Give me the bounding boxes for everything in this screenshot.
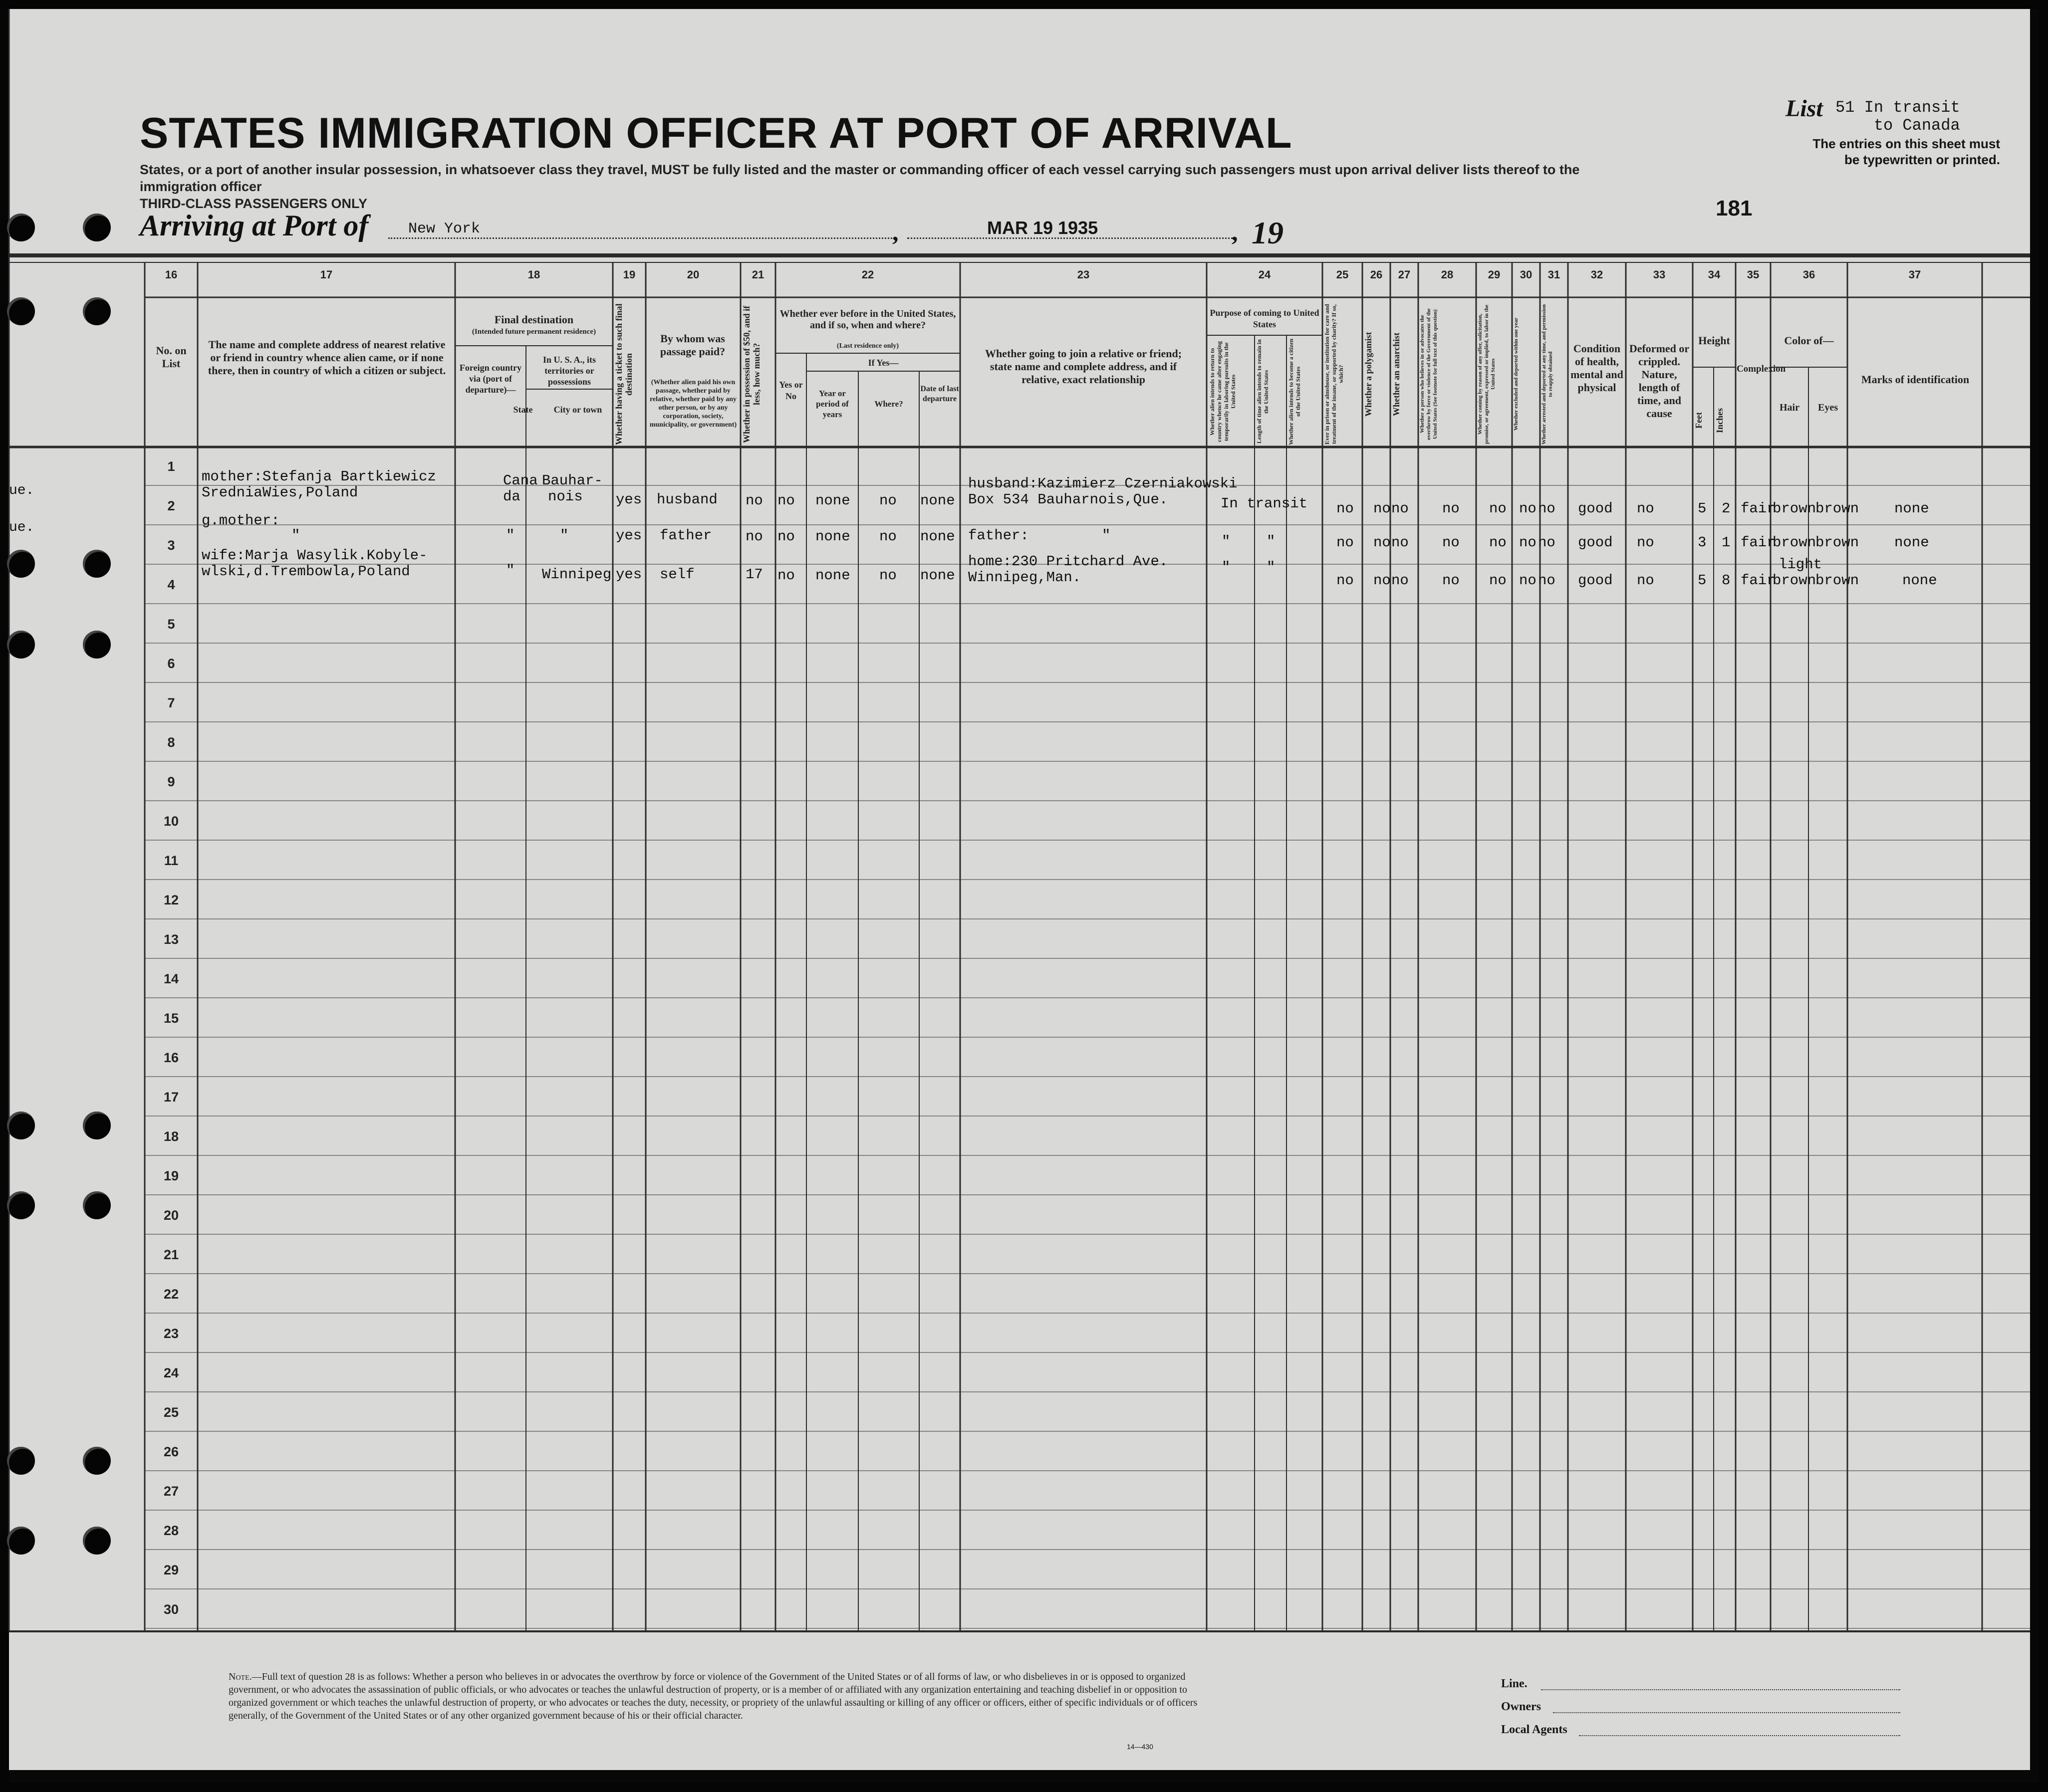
row-number: 21 [163, 1247, 179, 1262]
header-eyes: Eyes [1818, 402, 1838, 413]
header-question-28: Whether a person who believes in or advocates the overthrow by force or violence of the Government of the United States (See footnote for full text of this question) [1419, 308, 1438, 440]
r3-complexion: fair [1741, 572, 1776, 589]
row-number: 28 [163, 1523, 179, 1538]
header-foreign-country: Foreign country via (port of departure)— [459, 363, 522, 395]
ledger-grid [9, 9, 2039, 1670]
header-year-period: Year or period of years [816, 389, 849, 419]
col-number-30: 30 [1520, 268, 1533, 281]
row-number: 16 [163, 1050, 179, 1065]
r2-q30: no [1519, 534, 1536, 551]
r2-departure: none [920, 528, 955, 545]
r2-marks: none [1894, 534, 1929, 551]
col-number-20: 20 [687, 268, 700, 281]
r1-money: no [746, 492, 763, 509]
col-number-37: 37 [1908, 268, 1921, 281]
punch-hole [7, 550, 35, 578]
separator-comma: , [892, 218, 899, 246]
row-number: 13 [163, 932, 179, 947]
col-number-36: 36 [1802, 268, 1815, 281]
r2-purpose-a: " [1222, 533, 1231, 550]
col-number-21: 21 [752, 268, 765, 281]
row-number: 17 [163, 1090, 179, 1105]
header-last-residence: (Last residence only) [836, 342, 899, 350]
r3-q30: no [1519, 572, 1536, 589]
col-number-18: 18 [527, 268, 540, 281]
header-complexion: Complexion [1737, 364, 1786, 374]
col-number-16: 16 [165, 268, 178, 281]
col-number-26: 26 [1370, 268, 1383, 281]
header-yes-no: Yes or No [779, 380, 803, 401]
list-label: List [1786, 95, 1823, 122]
r2-q29: no [1489, 534, 1507, 551]
r1-eyes: brown [1815, 500, 1859, 517]
r2-year: none [815, 528, 850, 545]
punch-hole [7, 1112, 35, 1139]
header-question-29: Whether coming by reason of any offer, solicitation, promise, or agreement, expressed or implied, to labor in the United States [1477, 304, 1496, 444]
row-number: 26 [163, 1444, 179, 1459]
r3-ticket: yes [616, 566, 642, 583]
header-ticket: Whether having a ticket to such final destination [614, 303, 634, 445]
entries-notice-line-2: be typewritten or printed. [1844, 152, 2000, 167]
r2-relative: g.mother: [202, 512, 280, 529]
header-paid-by: By whom was passage paid? [660, 332, 726, 358]
header-anarchist: Whether an anarchist [1391, 332, 1401, 416]
header-date-departure: Date of last departure [920, 385, 959, 403]
list-number-typed: 51 In transit to Canada [1835, 98, 1960, 135]
punch-hole [7, 1447, 35, 1475]
r1-q28: no [1442, 500, 1460, 517]
header-prison: Ever in prison or almshouse, or institution for care and treatment of the insane, or supported by charity? If so, which? [1323, 304, 1344, 445]
row-number: 20 [163, 1208, 179, 1223]
header-nearest-relative: The name and complete address of nearest relative or friend in country whence alien came, or if none there, then in country of which a citizen or subject. [208, 338, 446, 377]
row-number: 29 [163, 1563, 179, 1577]
r2-feet: 3 [1698, 534, 1707, 551]
row-number: 8 [167, 735, 175, 750]
r1-deformed: no [1637, 500, 1654, 517]
col-number-27: 27 [1398, 268, 1411, 281]
header-inches: Inches [1715, 408, 1725, 434]
question-28-footnote [229, 1670, 1207, 1722]
r2-q31: no [1538, 534, 1555, 551]
row-number: 25 [163, 1405, 179, 1420]
local-agents-label: Local Agents [1501, 1723, 1567, 1736]
header-purpose: Purpose of coming to United States [1210, 308, 1319, 329]
r3-money: 17 [746, 566, 763, 583]
row-number: 24 [163, 1365, 179, 1380]
punch-hole [7, 297, 35, 325]
punch-hole [83, 550, 111, 578]
r3-departure: none [920, 567, 955, 584]
header-purpose-citizen: Whether alien intends to become a citizen of the United States [1287, 338, 1301, 445]
col-number-34: 34 [1708, 268, 1721, 281]
line-fill-line [1541, 1689, 1900, 1690]
r3-paid-by: self [660, 566, 695, 583]
row-number: 3 [167, 538, 175, 553]
row-number: 30 [163, 1602, 179, 1617]
header-purpose-return: Whether alien intends to return to country whence he came after engaging temporarily in laboring pursuits in the United States [1209, 341, 1237, 443]
r3-relative-line2: wlski,d.Trembowla,Poland [202, 563, 410, 580]
col-number-24: 24 [1258, 268, 1271, 281]
punch-hole [83, 214, 111, 241]
r2-city: " [560, 527, 569, 544]
header-fifty-dollars: Whether in possession of $50, and if less, how much? [742, 305, 762, 443]
r2-eyes: brown [1815, 534, 1859, 551]
r3-state: " [506, 562, 515, 579]
header-deformed: Deformed or crippled. Nature, length of time, and cause [1629, 342, 1690, 420]
subtitle-line-2: THIRD-CLASS PASSENGERS ONLY [140, 196, 368, 211]
col-number-23: 23 [1077, 268, 1090, 281]
r1-city-line1: Bauhar- [542, 472, 603, 489]
row-number: 7 [167, 695, 175, 710]
col-number-35: 35 [1747, 268, 1760, 281]
r3-relative-line1: wife:Marja Wasylik.Kobyle- [202, 547, 428, 564]
r3-city: Winnipeg [542, 566, 612, 583]
punch-hole [7, 1527, 35, 1555]
row-number: 12 [163, 893, 179, 907]
row-number: 27 [163, 1484, 179, 1499]
col-number-31: 31 [1547, 268, 1560, 281]
header-if-yes: If Yes— [868, 358, 899, 368]
punch-hole [83, 1191, 111, 1219]
header-feet: Feet [1694, 412, 1704, 429]
r1-hair: brown [1773, 500, 1816, 517]
row-number: 2 [167, 498, 175, 513]
header-in-usa: In U. S. A., its territories or possessions [542, 355, 596, 387]
r2-prison: no [1336, 534, 1354, 551]
margin-fragment: ue. [9, 520, 34, 535]
r3-join-line1: home:230 Pritchard Ave. [968, 553, 1168, 570]
punch-hole [7, 214, 35, 241]
r3-polygamist: no [1373, 572, 1391, 589]
r1-before: no [777, 492, 795, 509]
r1-complexion: fair [1741, 500, 1776, 517]
r3-q31: no [1538, 572, 1555, 589]
header-ever-before: Whether ever before in the United States, and if so, when and where? [779, 308, 956, 331]
r1-inches: 2 [1722, 500, 1731, 517]
r1-marks: none [1894, 500, 1929, 517]
r2-join: father: [968, 527, 1029, 544]
r2-money: no [746, 528, 763, 545]
r3-marks: none [1902, 572, 1937, 589]
punch-hole [83, 1112, 111, 1139]
row-number: 11 [164, 853, 179, 868]
r2-q28: no [1442, 534, 1460, 551]
r1-state-line1: Cana [503, 472, 538, 489]
row-number: 4 [167, 577, 175, 592]
r2-anarchist: no [1391, 534, 1409, 551]
r2-before: no [777, 528, 795, 545]
punch-hole [83, 1447, 111, 1475]
r3-hair-line2: brown [1773, 572, 1816, 589]
punch-hole [83, 631, 111, 659]
r1-feet: 5 [1698, 500, 1707, 517]
r3-join-line2: Winnipeg,Man. [968, 569, 1081, 586]
col-number-28: 28 [1441, 268, 1454, 281]
row-number: 22 [163, 1287, 179, 1302]
r2-inches: 1 [1722, 534, 1731, 551]
r2-state: " [506, 527, 515, 544]
r2-paid-by: father [660, 527, 712, 544]
row-number: 19 [163, 1168, 179, 1183]
separator-comma: , [1232, 218, 1238, 246]
r1-ticket: yes [616, 491, 642, 508]
header-final-destination-sub: (Intended future permanent residence) [472, 328, 596, 336]
r1-health: good [1578, 500, 1613, 517]
r1-paid-by: husband [657, 491, 718, 508]
row-number: 1 [167, 459, 175, 474]
page-number: 181 [1716, 196, 1753, 221]
row-number: 18 [163, 1129, 179, 1144]
header-city-town: City or town [553, 405, 602, 415]
r2-hair: brown [1773, 534, 1816, 551]
r3-where: no [879, 567, 897, 584]
header-question-30: Whether excluded and deported within one year [1513, 317, 1519, 431]
r1-city-line2: nois [548, 488, 583, 505]
r1-state-line2: da [503, 488, 520, 505]
year-prefix: 19 [1252, 215, 1283, 250]
r1-join-line2: Box 534 Bauharnois,Que. [968, 491, 1168, 508]
r1-where: no [879, 492, 897, 509]
scan-border-right [2030, 9, 2039, 1783]
r3-q28: no [1442, 572, 1460, 589]
arrival-date-stamp: MAR 19 1935 [987, 218, 1098, 238]
margin-fragment: ue. [9, 483, 34, 498]
r3-prison: no [1336, 572, 1354, 589]
header-purpose-length: Length of time alien intends to remain in the United States [1256, 339, 1270, 444]
r3-purpose-b: " [1267, 559, 1276, 576]
r3-q29: no [1489, 572, 1507, 589]
r3-eyes: brown [1815, 572, 1859, 589]
page-title: STATES IMMIGRATION OFFICER AT PORT OF ARRIVAL [140, 109, 1292, 157]
r1-relative-line1: mother:Stefanja Bartkiewicz [202, 468, 436, 485]
r3-before: no [777, 567, 795, 584]
header-no-on-list: No. on List [156, 344, 187, 370]
row-number: 9 [167, 774, 175, 789]
header-final-destination: Final destination [494, 313, 574, 326]
r3-inches: 8 [1722, 572, 1731, 589]
r2-complexion: fair [1741, 534, 1776, 551]
col-number-22: 22 [861, 268, 874, 281]
punch-hole [83, 1527, 111, 1555]
r3-anarchist: no [1391, 572, 1409, 589]
r1-purpose: In transit [1221, 495, 1308, 512]
header-marks-identification: Marks of identification [1861, 373, 1970, 386]
r3-hair-line1: light [1779, 556, 1822, 573]
header-state: State [513, 405, 533, 415]
r2-health: good [1578, 534, 1613, 551]
header-height: Height [1698, 334, 1730, 347]
r3-health: good [1578, 572, 1613, 589]
col-number-25: 25 [1336, 268, 1349, 281]
row-number: 15 [163, 1011, 179, 1026]
r2-where: no [879, 528, 897, 545]
r2-polygamist: no [1373, 534, 1391, 551]
r2-ticket: yes [616, 527, 642, 544]
col-number-32: 32 [1590, 268, 1603, 281]
col-number-33: 33 [1653, 268, 1666, 281]
header-question-31: Whether arrested and deported at any time, and permission to reapply obtained [1541, 304, 1553, 445]
r2-relative-ditto: " [291, 527, 300, 544]
form-number: 14—430 [1127, 1743, 1153, 1751]
note-text: —Full text of question 28 is as follows: Whether a person who believes in or advocates the overthrow by force or violence of the Government of the United States or of all forms of law, or who disbelieves in or is opposed to organized government, or who advocates the assassination of public officials, or who advocates or teaches the unlawful destruction of property, or is a member of or affiliated with any organization entertaining and teaching disbelief in or opposition to organized government or which teaches the unlawful destruction of property, or who advocates or teaches the duty, necessity, or propriety of the unlawful assaulting or killing of any officer or officers, either of specific individuals or of officers generally, of the Government of the United States or of any other organized government because of his or their official character. [229, 1671, 1198, 1721]
r1-anarchist: no [1391, 500, 1409, 517]
header-paid-by-sub: (Whether alien paid his own passage, whether paid by relative, whether paid by any other person, or by any corporation, society, municipality, or government) [649, 379, 737, 429]
r3-year: none [815, 567, 850, 584]
row-number: 6 [167, 656, 175, 671]
punch-hole [83, 297, 111, 325]
r2-purpose-b: " [1267, 533, 1276, 550]
r3-deformed: no [1637, 572, 1654, 589]
row-number: 23 [163, 1326, 179, 1341]
r3-feet: 5 [1698, 572, 1707, 589]
header-color-of: Color of— [1784, 334, 1834, 347]
manifest-sheet [9, 9, 2039, 1783]
arriving-label: Arriving at Port of [140, 209, 369, 242]
r1-q31: no [1538, 500, 1555, 517]
col-number-17: 17 [320, 268, 333, 281]
r2-join-ditto: " [1102, 527, 1111, 544]
header-where: Where? [874, 399, 903, 409]
header-health: Condition of health, mental and physical [1570, 342, 1623, 394]
r1-relative-line2: SredniaWies,Poland [202, 484, 358, 501]
row-number: 5 [167, 617, 175, 632]
col-number-29: 29 [1488, 268, 1501, 281]
r1-q29: no [1489, 500, 1507, 517]
r3-purpose-a: " [1222, 559, 1231, 576]
r1-departure: none [920, 492, 955, 509]
scan-border-bottom [9, 1770, 2039, 1783]
port-value: New York [408, 221, 481, 237]
punch-hole [7, 631, 35, 659]
entries-notice-line-1: The entries on this sheet must [1812, 136, 2000, 151]
header-join-relative: Whether going to join a relative or friend; state name and complete address, and if relative, exact relationship [985, 347, 1182, 386]
owners-fill-line [1553, 1712, 1900, 1713]
header-polygamist: Whether a polygamist [1363, 332, 1373, 417]
subtitle-line-1: States, or a port of another insular possession, in whatsoever class they travel, MUST be fully listed and the master or commanding officer of each vessel carrying such passengers must upon arrival deliver lists thereof to the immigration officer [140, 162, 1580, 194]
agents-fill-line [1579, 1735, 1900, 1736]
r1-polygamist: no [1373, 500, 1391, 517]
r1-prison: no [1336, 500, 1354, 517]
col-number-19: 19 [623, 268, 636, 281]
r1-join-line1: husband:Kazimierz Czerniakowski [968, 475, 1238, 492]
punch-hole [7, 1191, 35, 1219]
r1-year: none [815, 492, 850, 509]
note-label: Note. [229, 1671, 252, 1682]
owners-label: Owners [1501, 1700, 1541, 1713]
line-label: Line. [1501, 1677, 1528, 1690]
row-number: 10 [163, 814, 179, 829]
r1-q30: no [1519, 500, 1536, 517]
row-number: 14 [163, 971, 179, 986]
r2-deformed: no [1637, 534, 1654, 551]
header-hair: Hair [1780, 402, 1799, 413]
